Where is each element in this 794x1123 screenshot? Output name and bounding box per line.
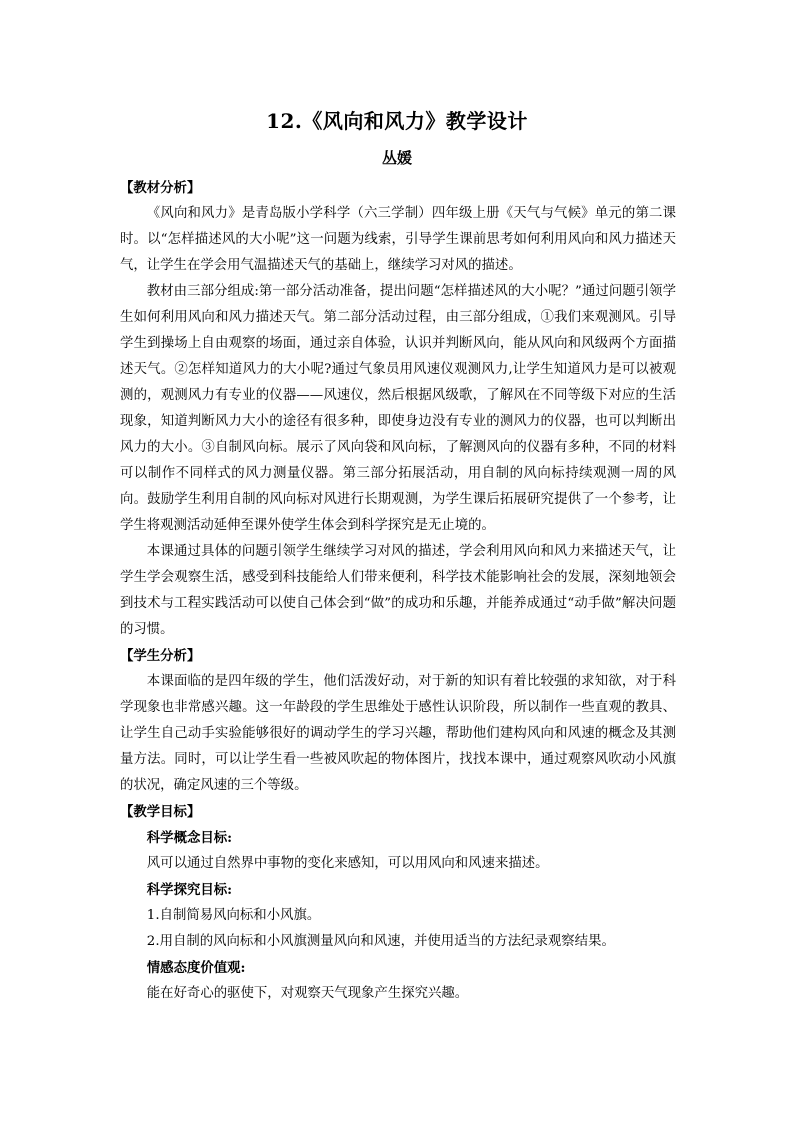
attitude-goal-text: 能在好奇心的驱使下，对观察天气现象产生探究兴趣。 bbox=[146, 986, 469, 1001]
attitude-goal-label: 情感态度价值观: bbox=[146, 960, 246, 976]
document-body bbox=[120, 175, 676, 1007]
inquiry-goal-label: 科学探究目标: bbox=[146, 882, 233, 898]
material-paragraph-2: 教材由三部分组成:第一部分活动准备，提出问题“怎样描述风的大小呢？”通过问题引领学生如何利用风向和风力描述天气。第二部分活动过程，由三部分组成，①我们来观测风。引导学生到操场上自由观察的场面，通过亲自体验，认识并判断风向，能从风向和风级两个方面描述天气。②怎样知道风力的大小呢?通过气象员用风速仪观测风力,让学生知道风力是可以被观测的，观测风力有专业的仪器——风速仪，然后根据风级歌，了解风在不同等级下对应的生活现象，知道判断风力大小的途径有很多种，即使身边没有专业的测风力的仪器，也可以判断出风力的大小。③自制风向标。展示了风向袋和风向标，了解测风向的仪器有多种，不同的材料可以制作不同样式的风力测量仪器。第三部分拓展活动，用自制的风向标持续观测一周的风向。鼓励学生利用自制的风向标对风进行长期观测，为学生课后拓展研究提供了一个参考，让学生将观测活动延伸至课外使学生体会到科学探究是无止境的。 bbox=[120, 284, 676, 533]
student-paragraph-1: 本课面临的是四年级的学生，他们活泼好动，对于新的知识有着比较强的求知欲，对于科学现象也非常感兴趣。这一年龄段的学生思维处于感性认识阶段，所以制作一些直观的教具、让学生自己动手实验能够很好的调动学生的学习兴趣，帮助他们建构风向和风速的概念及其测量方法。同时，可以让学生看一些被风吹起的物体图片，找找本课中，通过观察风吹动小风旗的状况，确定风速的三个等级。 bbox=[120, 674, 676, 793]
concept-goal-text: 风可以通过自然界中事物的变化来感知，可以用风向和风速来描述。 bbox=[146, 856, 549, 871]
inquiry-goal-item-2: 2.用自制的风向标和小风旗测量风向和风速，并使用适当的方法纪录观察结果。 bbox=[146, 934, 615, 949]
section-heading-student: 【学生分析】 bbox=[120, 648, 201, 664]
section-heading-goals: 【教学目标】 bbox=[120, 804, 201, 820]
document-author: 丛媛 bbox=[381, 149, 412, 167]
concept-goal-label: 科学概念目标: bbox=[146, 830, 233, 846]
material-paragraph-3: 本课通过具体的问题引领学生继续学习对风的描述，学会利用风向和风力来描述天气，让学生学会观察生活，感受到科技能给人们带来便利，科学技术能影响社会的发展，深刻地领会到技术与工程实践活动可以使自己体会到“做”的成功和乐趣，并能养成通过“动手做”解决问题的习惯。 bbox=[120, 544, 676, 637]
material-paragraph-1: 《风向和风力》是青岛版小学科学（六三学制）四年级上册《天气与气候》单元的第二课时。以“怎样描述风的大小呢”这一问题为线索，引导学生课前思考如何利用风向和风力描述天气，让学生在学会用气温描述天气的基础上，继续学习对风的描述。 bbox=[120, 206, 676, 273]
document-title: 12.《风向和风力》教学设计 bbox=[266, 109, 528, 133]
inquiry-goal-item-1: 1.自制简易风向标和小风旗。 bbox=[146, 908, 321, 923]
section-heading-material: 【教材分析】 bbox=[120, 180, 201, 196]
